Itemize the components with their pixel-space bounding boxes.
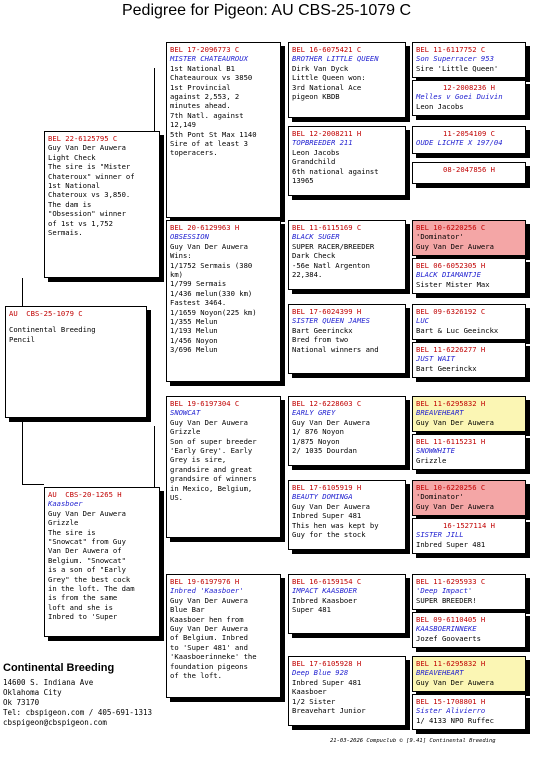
card-line: Bart & Luc Geeinckx bbox=[416, 325, 499, 335]
card-line: -56e Natl Argenton bbox=[292, 260, 370, 270]
gen5-card[interactable] bbox=[412, 162, 526, 184]
card-ring: 16-1527114 H bbox=[443, 521, 495, 530]
great-grandparent-card[interactable] bbox=[288, 396, 406, 466]
card-line: 1/355 Melun bbox=[170, 317, 218, 327]
card-line: 1/436 melun(330 km) bbox=[170, 288, 253, 298]
card-name: BREAVEHEART bbox=[416, 408, 464, 418]
card-line: 1/2 Sister bbox=[292, 696, 336, 706]
dam-line: Grizzle bbox=[48, 518, 79, 528]
card-line: Sister Mister Max bbox=[416, 279, 490, 289]
card-line: 3rd National Ace bbox=[292, 82, 362, 92]
card-line: Son of super breeder bbox=[170, 436, 257, 446]
card-line: Guy Van Der Auwera bbox=[170, 417, 248, 427]
card-ring: BEL 17-6024399 H bbox=[292, 307, 362, 316]
card-line: Bred from two bbox=[292, 335, 349, 345]
card-line: 1/799 Sermais bbox=[170, 279, 227, 289]
card-name: MISTER CHATEAUROUX bbox=[170, 54, 248, 64]
card-line: 2/ 1035 Dourdan bbox=[292, 446, 357, 456]
sire-line: Sermais. bbox=[48, 228, 83, 238]
card-line: 1/456 Noyon bbox=[170, 335, 218, 345]
card-line: 3/696 Melun bbox=[170, 345, 218, 355]
card-line: Grey is sire, bbox=[170, 455, 227, 465]
subject-line: Continental Breeding bbox=[9, 325, 96, 335]
gen5-card[interactable] bbox=[412, 396, 526, 432]
card-name: SNOWWHITE bbox=[416, 446, 455, 456]
card-line: grandsire of winners bbox=[170, 474, 257, 484]
card-line: Jozef Goovaerts bbox=[416, 633, 481, 643]
breeder-address: Oklahoma City bbox=[3, 688, 62, 697]
card-line: 7th Natl. against bbox=[170, 110, 244, 120]
card-line: of Belgium. Inbred bbox=[170, 633, 248, 643]
dam-name: Kaasboer bbox=[48, 499, 83, 509]
great-grandparent-card[interactable] bbox=[288, 574, 406, 634]
card-line: Wins: bbox=[170, 251, 192, 261]
subject-card[interactable] bbox=[5, 306, 147, 418]
card-line: Inbred Kaasboer bbox=[292, 595, 357, 605]
card-line: Guy Van Der Auwera bbox=[416, 677, 494, 687]
gen5-card[interactable] bbox=[412, 342, 526, 378]
card-name: SNOWCAT bbox=[170, 408, 201, 418]
subject-ring: AU CBS-25-1079 C bbox=[9, 309, 83, 318]
card-line: of the loft. bbox=[170, 671, 222, 681]
sire-line: "Obsession" winner bbox=[48, 209, 126, 219]
card-name: SISTER JILL bbox=[416, 530, 464, 540]
card-line: Bart Geerinckx bbox=[416, 363, 477, 373]
card-name: BLACK DIAMANTJE bbox=[416, 270, 481, 280]
card-name: LUC bbox=[416, 316, 429, 326]
card-line: 1/193 Melun bbox=[170, 326, 218, 336]
gen5-card[interactable] bbox=[412, 656, 526, 692]
card-ring: BEL 16-6075421 C bbox=[292, 45, 362, 54]
card-ring: BEL 11-6295832 H bbox=[416, 399, 486, 408]
card-line: Guy Van Der Auwera bbox=[416, 501, 494, 511]
card-name: JUST WAIT bbox=[416, 354, 455, 364]
gen5-card[interactable] bbox=[412, 574, 526, 610]
dam-line: Guy Van Der Auwera bbox=[48, 508, 126, 518]
card-line: toperacers. bbox=[170, 148, 218, 158]
card-line: Little Queen won: bbox=[292, 73, 366, 83]
card-ring: BEL 11-6226277 H bbox=[416, 345, 486, 354]
card-line: Breavehart Junior bbox=[292, 706, 366, 716]
card-ring: BEL 06-6052305 H bbox=[416, 261, 486, 270]
grandparent-card[interactable] bbox=[166, 220, 281, 382]
dam-line: loft and she is bbox=[48, 602, 113, 612]
card-line: Grizzle bbox=[416, 455, 447, 465]
breeder-address: 14600 S. Indiana Ave bbox=[3, 678, 94, 687]
gen5-card[interactable] bbox=[412, 518, 526, 554]
card-line: 'Dominator' bbox=[416, 492, 464, 502]
card-name: Deep Blue 928 bbox=[292, 668, 349, 678]
gen5-card[interactable] bbox=[412, 612, 526, 648]
gen5-card[interactable] bbox=[412, 258, 526, 294]
great-grandparent-card[interactable] bbox=[288, 304, 406, 374]
dam-line: Belgium. "Snowcat" bbox=[48, 555, 126, 565]
gen5-card[interactable] bbox=[412, 220, 526, 256]
card-line: Super 481 bbox=[292, 605, 331, 615]
card-ring: BEL 11-6115169 C bbox=[292, 223, 362, 232]
card-ring: BEL 09-6326192 C bbox=[416, 307, 486, 316]
card-line: US. bbox=[170, 493, 183, 503]
card-line: 12,149 bbox=[170, 120, 196, 130]
dam-line: is from the same bbox=[48, 593, 118, 603]
card-line: Leon Jacobs bbox=[416, 101, 464, 111]
breeder-info bbox=[3, 662, 152, 728]
card-line: km) bbox=[170, 270, 183, 280]
great-grandparent-card[interactable] bbox=[288, 126, 406, 196]
breeder-address: Ok 73170 bbox=[3, 698, 40, 707]
card-ring: BEL 10-6220256 C bbox=[416, 483, 486, 492]
card-line: SUPER BREEDER! bbox=[416, 595, 477, 605]
sire-ring: BEL 22-6125795 C bbox=[48, 134, 118, 143]
card-name: TOPBREEDER 211 bbox=[292, 138, 353, 148]
card-line: Inbred Super 481 bbox=[292, 677, 362, 687]
card-ring: BEL 17-6105928 H bbox=[292, 659, 362, 668]
card-line: 1/ 4133 NPO Ruffec bbox=[416, 715, 494, 725]
dam-line: Inbred to 'Super bbox=[48, 612, 118, 622]
gen5-card[interactable] bbox=[412, 304, 526, 340]
breeder-name: Continental Breeding bbox=[3, 662, 115, 674]
card-line: 1/1752 Sermais (380 bbox=[170, 260, 253, 270]
card-ring: 12-2008236 H bbox=[443, 83, 495, 92]
dam-line: in the loft. The dam bbox=[48, 584, 135, 594]
sire-line: Guy Van Der Auwera bbox=[48, 143, 126, 153]
sire-card[interactable] bbox=[44, 131, 160, 278]
card-line: 'Dominator' bbox=[416, 232, 464, 242]
card-name: KAASBOERINNEKE bbox=[416, 624, 477, 634]
dam-line: "Snowcat" from Guy bbox=[48, 537, 126, 547]
card-name: IMPACT KAASBOER bbox=[292, 586, 357, 596]
gen5-card[interactable] bbox=[412, 80, 526, 116]
card-line: Guy Van Der Auwera bbox=[416, 417, 494, 427]
card-ring: BEL 20-6129963 H bbox=[170, 223, 240, 232]
print-footer: 21-03-2026 Compuclub © [9.41] Continental Breeding bbox=[330, 738, 496, 744]
card-name: Inbred 'Kaasboer' bbox=[170, 586, 244, 596]
card-ring: BEL 12-2008211 H bbox=[292, 129, 362, 138]
gen5-card[interactable] bbox=[412, 480, 526, 516]
card-name: BLACK SUGER bbox=[292, 232, 340, 242]
card-line: Kaasboer bbox=[292, 687, 327, 697]
card-line: foundation pigeons bbox=[170, 661, 248, 671]
subject-line: Pencil bbox=[9, 334, 35, 344]
card-line: 1st National B1 bbox=[170, 63, 235, 73]
card-line: Guy Van Der Auwera bbox=[416, 241, 494, 251]
card-line: 1/1659 Noyon(225 km) bbox=[170, 307, 257, 317]
card-line: Leon Jacobs bbox=[292, 147, 340, 157]
card-line: Dark Check bbox=[292, 251, 336, 261]
card-name: EARLY GREY bbox=[292, 408, 336, 418]
card-line: Dirk Van Dyck bbox=[292, 63, 349, 73]
dam-line: Van Der Auwera of bbox=[48, 546, 122, 556]
dam-line: The sire is bbox=[48, 527, 96, 537]
card-line: Grandchild bbox=[292, 157, 336, 167]
sire-line: The dam is bbox=[48, 199, 92, 209]
card-ring: BEL 17-6105919 H bbox=[292, 483, 362, 492]
card-line: National winners and bbox=[292, 344, 379, 354]
card-name: BREAVEHEART bbox=[416, 668, 464, 678]
dam-line: Grey" the best cock bbox=[48, 574, 131, 584]
card-line: Guy Van Der Auwera bbox=[292, 501, 370, 511]
card-ring: BEL 12-6228603 C bbox=[292, 399, 362, 408]
sire-line: The sire is "Mister bbox=[48, 162, 131, 172]
gen5-card[interactable] bbox=[412, 42, 526, 78]
great-grandparent-card[interactable] bbox=[288, 480, 406, 550]
card-line: 1st Provincial bbox=[170, 82, 231, 92]
card-name: Melles v Goei Duivin bbox=[416, 92, 503, 102]
card-line: Chateauroux vs 3850 bbox=[170, 73, 253, 83]
card-line: Grizzle bbox=[170, 427, 201, 437]
card-line: minutes ahead. bbox=[170, 101, 231, 111]
sire-line: of 1st vs 1,752 bbox=[48, 218, 113, 228]
card-line: Bart Geerinckx bbox=[292, 325, 353, 335]
card-line: Inbred Super 481 bbox=[292, 511, 362, 521]
great-grandparent-card[interactable] bbox=[288, 220, 406, 290]
card-line: This hen was kept by bbox=[292, 520, 379, 530]
card-name: OUDE LICHTE X 197/04 bbox=[416, 138, 503, 148]
gen5-card[interactable] bbox=[412, 434, 526, 470]
sire-line: 1st National bbox=[48, 181, 100, 191]
card-ring: BEL 15-1708801 H bbox=[416, 697, 486, 706]
card-line: 22,384. bbox=[292, 270, 323, 280]
card-ring: BEL 16-6159154 C bbox=[292, 577, 362, 586]
card-line: Sire of at least 3 bbox=[170, 139, 248, 149]
card-line: Guy Van Der Auwera bbox=[170, 624, 248, 634]
card-line: 1/ 876 Noyon bbox=[292, 427, 344, 437]
card-line: pigeon KBDB bbox=[292, 92, 340, 102]
breeder-phone: Tel: cbspigeon.com / 405-691-1313 bbox=[3, 708, 153, 717]
dam-card[interactable] bbox=[44, 487, 160, 637]
card-line: Fastest 3464. bbox=[170, 298, 227, 308]
page-title: Pedigree for Pigeon: AU CBS-25-1079 C bbox=[121, 2, 412, 19]
card-line: Inbred Super 481 bbox=[416, 539, 486, 549]
card-line: grandsire and great bbox=[170, 464, 253, 474]
card-line: 6th national against bbox=[292, 166, 379, 176]
dam-line: is a son of "Early bbox=[48, 565, 126, 575]
card-line: Sire 'Little Queen' bbox=[416, 63, 499, 73]
card-line: 'Early Grey'. Early bbox=[170, 446, 253, 456]
card-line: Guy for the stock bbox=[292, 530, 366, 540]
card-ring: 11-2054109 C bbox=[443, 129, 495, 138]
grandparent-card[interactable] bbox=[166, 396, 281, 538]
great-grandparent-card[interactable] bbox=[288, 656, 406, 726]
grandparent-card[interactable] bbox=[166, 42, 281, 218]
card-name: BEAUTY DOMINGA bbox=[292, 492, 353, 502]
card-line: 5th Pont St Max 1140 bbox=[170, 129, 257, 139]
card-ring: BEL 19-6197976 H bbox=[170, 577, 240, 586]
gen5-card[interactable] bbox=[412, 694, 526, 730]
card-ring: BEL 11-6295832 H bbox=[416, 659, 486, 668]
card-line: Guy Van Der Auwera bbox=[292, 417, 370, 427]
card-ring: BEL 09-6110405 H bbox=[416, 615, 486, 624]
gen5-card[interactable] bbox=[412, 126, 526, 154]
card-line: Guy Van Der Auwera bbox=[170, 241, 248, 251]
grandparent-card[interactable] bbox=[166, 574, 281, 698]
card-name: 'Deep Impact' bbox=[416, 586, 473, 596]
card-line: in Mexico, Belgium, bbox=[170, 483, 253, 493]
card-name: Son Superracer 953 bbox=[416, 54, 494, 64]
sire-line: Chateroux vs 3,850. bbox=[48, 190, 131, 200]
card-ring: BEL 17-2096773 C bbox=[170, 45, 240, 54]
breeder-email: cbspigeon@cbspigeon.com bbox=[3, 718, 107, 727]
card-line: Guy Van Der Auwera bbox=[170, 595, 248, 605]
card-ring: 08-2047856 H bbox=[443, 165, 495, 174]
card-name: SISTER QUEEN JAMES bbox=[292, 316, 370, 326]
card-name: BROTHER LITTLE QUEEN bbox=[292, 54, 379, 64]
sire-line: Chateroux" winner of bbox=[48, 171, 135, 181]
card-ring: BEL 11-6117752 C bbox=[416, 45, 486, 54]
card-line: 13965 bbox=[292, 176, 314, 186]
card-line: Blue Bar bbox=[170, 605, 205, 615]
card-line: 1/875 Noyon bbox=[292, 436, 340, 446]
card-line: SUPER RACER/BREEDER bbox=[292, 241, 375, 251]
great-grandparent-card[interactable] bbox=[288, 42, 406, 118]
sire-line: Light Check bbox=[48, 152, 96, 162]
card-line: against 2,553, 2 bbox=[170, 92, 240, 102]
card-ring: BEL 19-6197304 C bbox=[170, 399, 240, 408]
card-line: to 'Super 481' and bbox=[170, 642, 248, 652]
card-ring: BEL 11-6295933 C bbox=[416, 577, 486, 586]
card-line: 'Kaasboerinneke' the bbox=[170, 652, 257, 662]
card-ring: BEL 10-6220256 C bbox=[416, 223, 486, 232]
card-ring: BEL 11-6115231 H bbox=[416, 437, 486, 446]
card-name: Sister Alivierro bbox=[416, 706, 486, 716]
card-name: OBSESSION bbox=[170, 232, 209, 242]
card-line: Kaasboer hen from bbox=[170, 614, 244, 624]
dam-ring: AU CBS-20-1265 H bbox=[48, 490, 122, 499]
